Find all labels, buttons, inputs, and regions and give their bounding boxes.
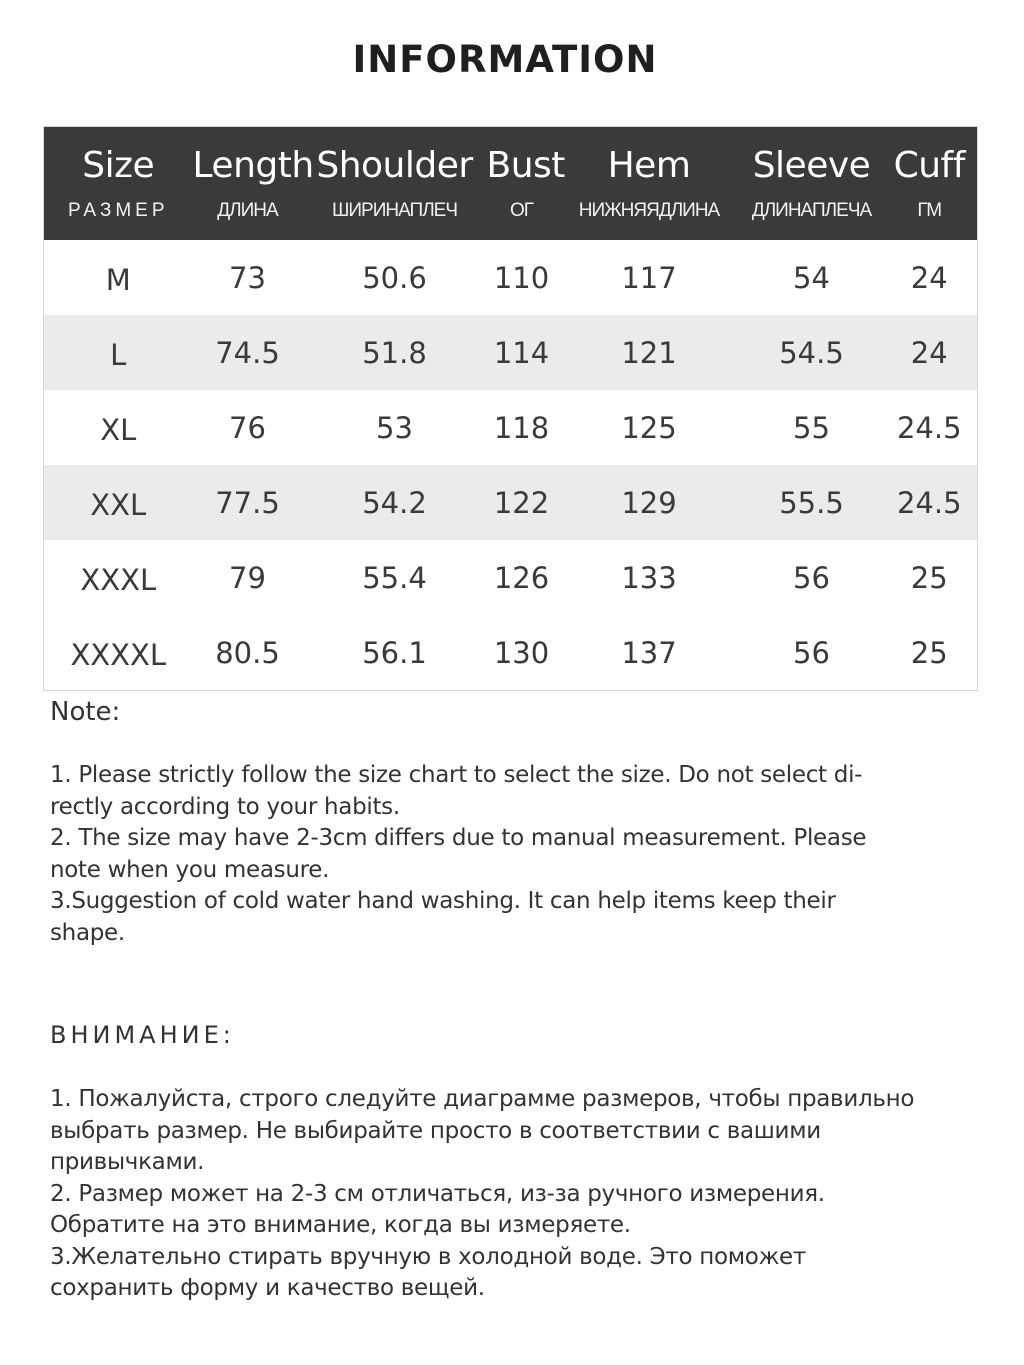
cell-size: L [110, 337, 127, 372]
cell-size: XXXXL [70, 637, 167, 672]
cell-sleeve: 54 [793, 260, 830, 295]
cell-size: XXL [90, 487, 147, 522]
table-row [44, 390, 978, 465]
cell-length: 74.5 [215, 335, 280, 370]
table-header-row [44, 127, 978, 241]
cell-bust: 118 [493, 410, 550, 445]
cell-sleeve: 56 [793, 635, 830, 670]
cell-shoulder: 51.8 [362, 335, 427, 370]
cell-length: 79 [229, 560, 266, 595]
note-line: выбрать размер. Не выбирайте просто в соответствии с вашими [50, 1117, 821, 1144]
note-line: привычками. [50, 1149, 205, 1175]
cell-shoulder: 53 [376, 410, 413, 445]
note-line: 2. The size may have 2-3cm differs due to manual measurement. Please [50, 825, 867, 851]
cell-hem: 133 [621, 560, 677, 595]
size-chart-table [43, 126, 978, 691]
cell-sleeve: 55 [793, 410, 830, 445]
note-line: 3.Желательно стирать вручную в холодной воде. Это поможет [50, 1243, 806, 1270]
note-line: note when you measure. [50, 856, 330, 883]
cell-cuff: 24.5 [896, 485, 962, 520]
cell-size: M [105, 262, 131, 297]
cell-cuff: 25 [910, 635, 948, 670]
table-row [44, 315, 978, 390]
note-heading: Note: [50, 697, 121, 727]
cell-sleeve: 56 [793, 560, 830, 595]
note-line: shape. [50, 919, 125, 946]
cell-cuff: 24.5 [896, 410, 962, 445]
cell-sleeve: 55.5 [779, 485, 844, 520]
cell-shoulder: 56.1 [362, 635, 427, 670]
cell-length: 77.5 [215, 485, 280, 520]
cell-hem: 137 [621, 635, 677, 670]
note-russian [50, 1021, 970, 1305]
cell-bust: 122 [493, 485, 550, 520]
cell-bust: 110 [493, 260, 550, 295]
note-line: Обратите на это внимание, когда вы измеряете. [50, 1212, 631, 1238]
table-row [44, 540, 978, 615]
note-line: 1. Пожалуйста, строго следуйте диаграмме размеров, чтобы правильно [50, 1086, 915, 1112]
page-title: INFORMATION [352, 38, 658, 81]
cell-hem: 117 [621, 260, 677, 295]
column-header-size: Size РАЗМЕР [67, 145, 169, 221]
cell-length: 73 [229, 260, 266, 295]
note-line: 2. Размер может на 2-3 см отличаться, из-за ручного измерения. [50, 1180, 825, 1207]
table-row [44, 465, 978, 540]
cell-bust: 130 [493, 635, 550, 670]
note-line: 1. Please strictly follow the size chart to select the size. Do not select di- [50, 762, 863, 788]
cell-sleeve: 54.5 [779, 335, 844, 370]
cell-size: XL [100, 412, 137, 447]
cell-shoulder: 54.2 [362, 485, 427, 520]
cell-bust: 126 [493, 560, 550, 595]
column-header-shoulder: Shoulder ШИРИНАПЛЕЧ [316, 145, 473, 221]
note-english [50, 697, 970, 949]
cell-cuff: 24 [910, 335, 948, 370]
cell-length: 80.5 [215, 635, 280, 670]
note-heading: ВНИМАНИЕ: [50, 1021, 235, 1049]
column-header-hem: Hem НИЖНЯЯДЛИНА [578, 145, 720, 221]
note-line: 3.Suggestion of cold water hand washing. It can help items keep their [50, 888, 836, 914]
cell-bust: 114 [493, 335, 550, 370]
column-header-length: Length ДЛИНА [192, 145, 314, 221]
cell-size: XXXL [80, 562, 157, 597]
cell-hem: 129 [621, 485, 677, 520]
column-header-bust: Bust ОГ [486, 145, 565, 221]
cell-cuff: 25 [910, 560, 948, 595]
cell-hem: 121 [621, 335, 677, 370]
cell-shoulder: 50.6 [362, 260, 427, 295]
column-header-cuff: Cuff ГМ [893, 145, 965, 221]
note-line: rectly according to your habits. [50, 793, 400, 820]
cell-shoulder: 55.4 [362, 560, 427, 595]
cell-hem: 125 [621, 410, 677, 445]
cell-cuff: 24 [910, 260, 948, 295]
table-row [44, 615, 978, 691]
cell-length: 76 [229, 410, 266, 445]
note-line: сохранить форму и качество вещей. [50, 1275, 485, 1301]
column-header-sleeve: Sleeve ДЛИНАПЛЕЧА [751, 145, 872, 221]
table-row [44, 240, 978, 315]
